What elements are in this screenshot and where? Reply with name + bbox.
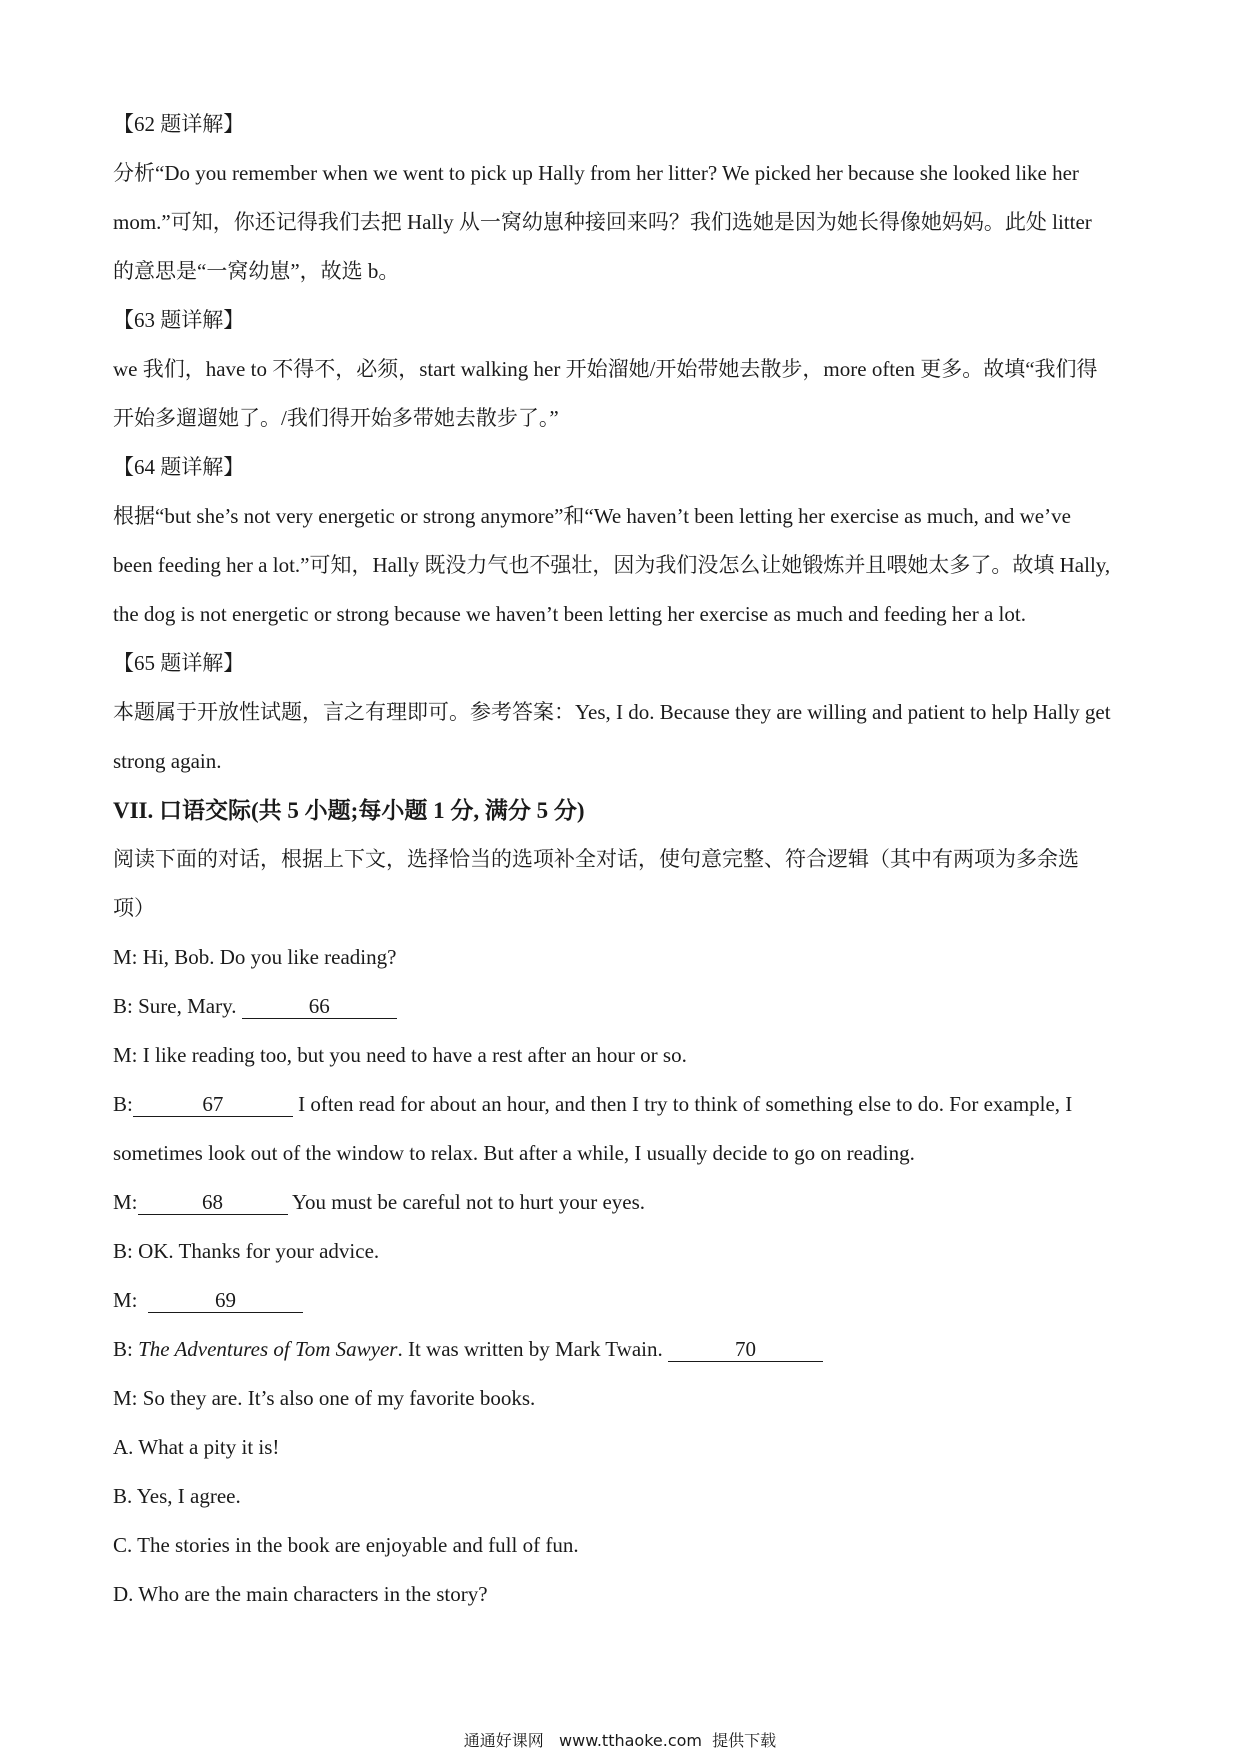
dialogue-line xyxy=(113,1325,1133,1374)
section-instructions: 项） xyxy=(113,896,155,920)
option-a: A. What a pity it is! xyxy=(113,1435,280,1459)
explanation-line: we 我们，have to 不得不，必须，start walking her 开始溜她/开始带她去散步，more often 更多。故填“我们得 xyxy=(113,357,1098,381)
answer-blank-66[interactable]: 66 xyxy=(242,994,397,1019)
explanation-line: 的意思是“一窝幼崽”，故选 b。 xyxy=(113,259,400,283)
dialogue-text: B: xyxy=(113,1092,133,1116)
dialogue-line: M: I like reading too, but you need to have a rest after an hour or so. xyxy=(113,1043,687,1067)
document-page xyxy=(113,100,1133,1619)
book-title: The Adventures of Tom Sawyer xyxy=(138,1337,398,1361)
answer-blank-68[interactable]: 68 xyxy=(138,1190,288,1215)
explanation-heading-64: 【64 题详解】 xyxy=(113,455,245,479)
page-footer: 通通好课网 www.tthaoke.com 提供下载 xyxy=(463,1731,777,1750)
option-c: C. The stories in the book are enjoyable and full of fun. xyxy=(113,1533,579,1557)
dialogue-line: M: So they are. It’s also one of my favorite books. xyxy=(113,1386,536,1410)
answer-blank-69[interactable]: 69 xyxy=(148,1288,303,1313)
dialogue-line xyxy=(113,982,1133,1031)
dialogue-line xyxy=(113,1276,1133,1325)
explanation-heading-65: 【65 题详解】 xyxy=(113,651,245,675)
explanation-line: strong again. xyxy=(113,749,222,773)
explanation-line: the dog is not energetic or strong because we haven’t been letting her exercise as much and feeding her a lot. xyxy=(113,602,1026,626)
dialogue-line xyxy=(113,1080,1133,1129)
option-b: B. Yes, I agree. xyxy=(113,1484,241,1508)
explanation-line: 本题属于开放性试题，言之有理即可。参考答案：Yes, I do. Because they are willing and patient to help Hally get xyxy=(113,700,1111,724)
explanation-line: mom.”可知，你还记得我们去把 Hally 从一窝幼崽种接回来吗？我们选她是因为她长得像她妈妈。此处 litter xyxy=(113,210,1092,234)
explanation-line: 开始多遛遛她了。/我们得开始多带她去散步了。” xyxy=(113,406,559,430)
dialogue-text: M: xyxy=(113,1288,149,1312)
explanation-heading-62: 【62 题详解】 xyxy=(113,112,245,136)
section-title: VII. 口语交际(共 5 小题;每小题 1 分, 满分 5 分) xyxy=(113,798,585,823)
explanation-line: 根据“but she’s not very energetic or strong anymore”和“We haven’t been letting her exercise as much, and we’ve xyxy=(113,504,1071,528)
dialogue-text: B: xyxy=(113,1337,139,1361)
option-d: D. Who are the main characters in the story? xyxy=(113,1582,488,1606)
section-instructions: 阅读下面的对话，根据上下文，选择恰当的选项补全对话，使句意完整、符合逻辑（其中有两项为多余选 xyxy=(113,847,1079,871)
dialogue-line: B: OK. Thanks for your advice. xyxy=(113,1239,380,1263)
dialogue-text: I often read for about an hour, and then I try to think of something else to do. For example, I xyxy=(292,1092,1073,1116)
explanation-line: 分析“Do you remember when we went to pick up Hally from her litter? We picked her because she looked like her xyxy=(113,161,1079,185)
dialogue-text: M: xyxy=(113,1190,138,1214)
answer-blank-67[interactable]: 67 xyxy=(133,1092,293,1117)
dialogue-line: sometimes look out of the window to relax. But after a while, I usually decide to go on reading. xyxy=(113,1141,915,1165)
dialogue-line: M: Hi, Bob. Do you like reading? xyxy=(113,945,397,969)
explanation-heading-63: 【63 题详解】 xyxy=(113,308,245,332)
dialogue-line xyxy=(113,1178,1133,1227)
explanation-line: been feeding her a lot.”可知，Hally 既没力气也不强壮，因为我们没怎么让她锻炼并且喂她太多了。故填 Hally, xyxy=(113,553,1111,577)
answer-blank-70[interactable]: 70 xyxy=(668,1337,823,1362)
dialogue-text: B: Sure, Mary. xyxy=(113,994,242,1018)
dialogue-text: . It was written by Mark Twain. xyxy=(397,1337,668,1361)
dialogue-text: You must be careful not to hurt your eyes. xyxy=(287,1190,646,1214)
